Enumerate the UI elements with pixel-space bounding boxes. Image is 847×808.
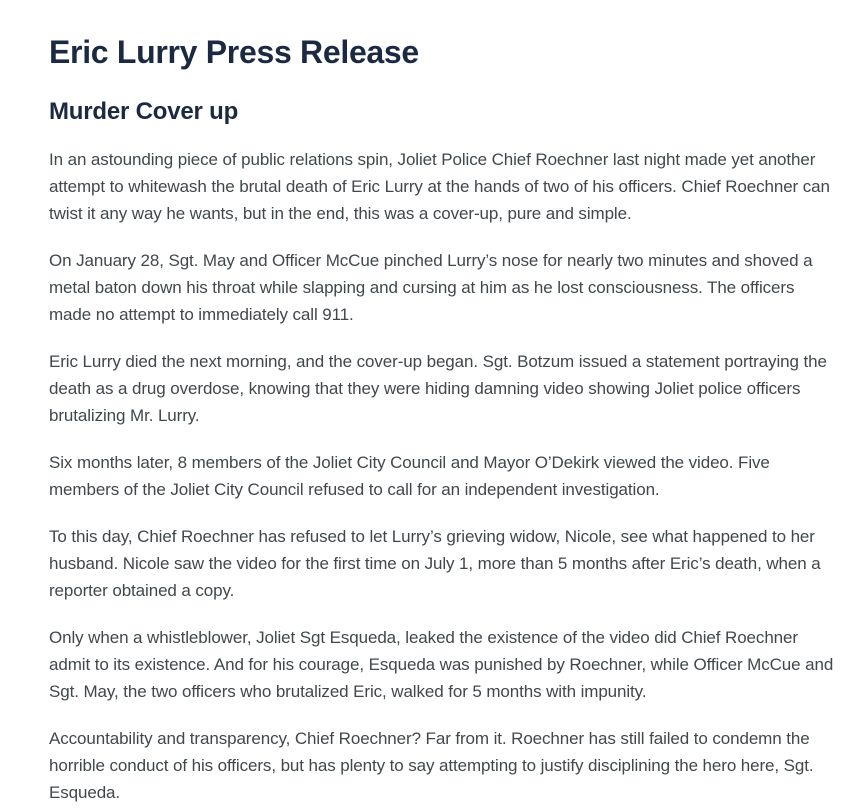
paragraph: In an astounding piece of public relations spin, Joliet Police Chief Roechner last night made yet another attempt to whitewash the brutal death of Eric Lurry at the hands of two of his officers. Chief Roechner can twist it any way he wants, but in the end, this was a cover-up, pure and simple. xyxy=(49,149,830,223)
section-heading: Murder Cover up xyxy=(49,97,239,125)
paragraph: On January 28, Sgt. May and Officer McCue pinched Lurry’s nose for nearly two minutes and shoved a metal baton down his throat while slapping and cursing at him as he lost consciousness. The officers made no attempt to immediately call 911. xyxy=(49,250,813,324)
paragraph: Six months later, 8 members of the Joliet City Council and Mayor O’Dekirk viewed the video. Five members of the Joliet City Council refused to call for an independent investigation. xyxy=(49,452,770,499)
paragraph: To this day, Chief Roechner has refused to let Lurry’s grieving widow, Nicole, see what happened to her husband. Nicole saw the video for the first time on July 1, more than 5 months after Eric’s death, when a reporter obtained a copy. xyxy=(49,526,821,600)
paragraph: Eric Lurry died the next morning, and the cover-up began. Sgt. Botzum issued a statement portraying the death as a drug overdose, knowing that they were hiding damning video showing Joliet police officers brutalizing Mr. Lurry. xyxy=(49,351,827,425)
paragraph: Accountability and transparency, Chief Roechner? Far from it. Roechner has still failed to condemn the horrible conduct of his officers, but has plenty to say attempting to justify disciplining the hero here, Sgt. Esqueda. xyxy=(49,728,814,802)
page-title: Eric Lurry Press Release xyxy=(49,34,419,70)
paragraph: Only when a whistleblower, Joliet Sgt Esqueda, leaked the existence of the video did Chief Roechner admit to its existence. And for his courage, Esqueda was punished by Roechner, while Officer McCue and Sgt. May, the two officers who brutalized Eric, walked for 5 months with impunity. xyxy=(49,627,834,701)
article-body xyxy=(49,146,837,806)
